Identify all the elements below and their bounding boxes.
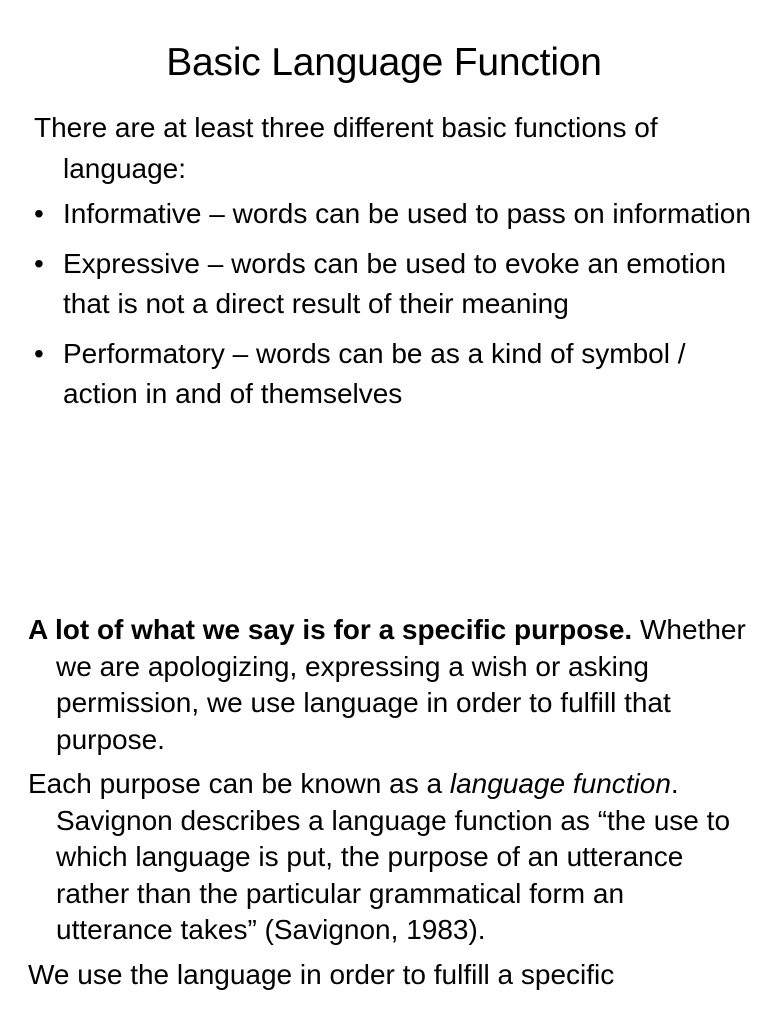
- list-item-text: Expressive – words can be used to evoke an emotion that is not a direct result of their meaning: [63, 247, 727, 319]
- list-item-text: Performatory – words can be as a kind of symbol / action in and of themselves: [63, 337, 686, 409]
- list-item-text: Informative – words can be used to pass on information: [63, 198, 751, 229]
- definition-body: . Savignon describes a language function as “the use to which language is put, the purpose of an utterance rather than the particular grammatical form an utterance takes” (Savignon, 1983).: [56, 768, 731, 945]
- intro-text: There are at least three different basic functions of language:: [34, 112, 658, 184]
- slide-title: Basic Language Function: [166, 41, 602, 84]
- purpose-body: Whether we are apologizing, expressing a wish or asking permission, we use language in order to fulfill that purpose.: [56, 614, 746, 755]
- bullet-icon: •: [34, 198, 44, 229]
- list-item-expressive: [34, 244, 752, 325]
- language-function-term: language function: [449, 768, 671, 799]
- bullet-icon: •: [34, 247, 44, 279]
- purpose-lead: A lot of what we say is for a specific purpose.: [28, 614, 633, 645]
- definition-paragraph: [28, 766, 748, 949]
- functions-section: [34, 108, 752, 424]
- list-item-informative: [34, 194, 752, 235]
- list-item-performatory: [34, 334, 752, 415]
- definition-intro: Each purpose can be known as a: [28, 768, 450, 799]
- purpose-section: [28, 612, 748, 1001]
- function-list: [34, 194, 752, 415]
- bullet-icon: •: [34, 337, 44, 369]
- cutoff-paragraph: We use the language in order to fulfill a specific: [28, 958, 615, 990]
- purpose-paragraph: [28, 612, 748, 758]
